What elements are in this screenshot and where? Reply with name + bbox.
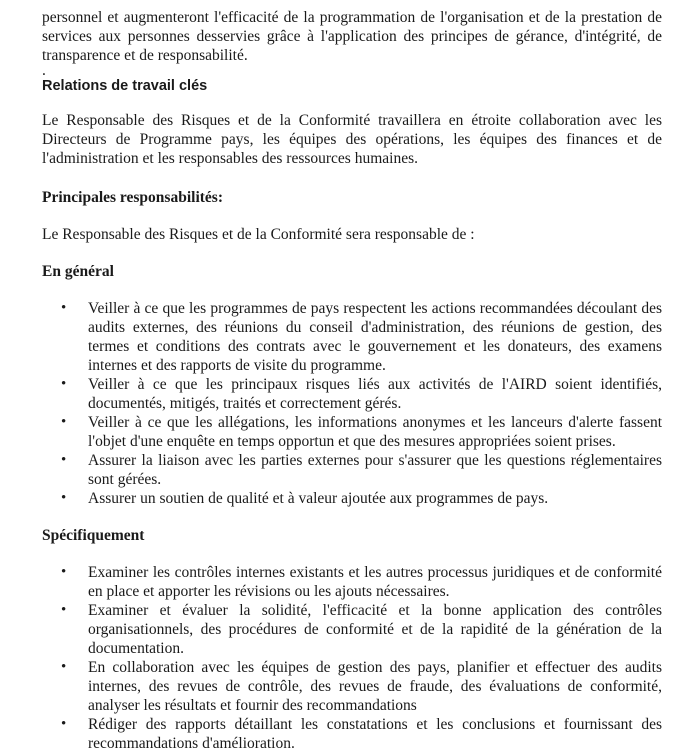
bullet-icon: • xyxy=(61,716,67,732)
bullet-icon: • xyxy=(61,452,67,468)
bullet-icon: • xyxy=(61,659,67,675)
specifiquement-heading: Spécifiquement xyxy=(42,527,145,544)
list-item-text: Veiller à ce que les principaux risques liés aux activités de l'AIRD soient identifiés, documentés, mitigés, traités et correctement gérés. xyxy=(88,376,662,412)
stray-dot: . xyxy=(42,62,46,79)
relations-heading: Relations de travail clés xyxy=(42,78,208,94)
relations-paragraph: Le Responsable des Risques et de la Conformité travaillera en étroite collaboration avec les Directeurs de Programme pays, les équipes des opérations, les équipes des finances et de l'administration et les responsables des ressources humaines. xyxy=(42,112,662,167)
list-item xyxy=(42,563,662,601)
list-item xyxy=(42,375,662,413)
list-item-text: Assurer un soutien de qualité et à valeur ajoutée aux programmes de pays. xyxy=(88,490,549,507)
general-list xyxy=(42,299,662,508)
bullet-icon: • xyxy=(61,564,67,580)
bullet-icon: • xyxy=(61,414,67,430)
list-item-text: Examiner les contrôles internes existants et les autres processus juridiques et de conformité en place et apporter les révisions ou les ajouts nécessaires. xyxy=(88,564,662,600)
list-item xyxy=(42,489,662,508)
list-item-text: Veiller à ce que les programmes de pays respectent les actions recommandées découlant des audits externes, des réunions du conseil d'administration, des réunions de gestion, des termes et conditions des contrats avec le gouvernement et les donateurs, des examens internes et des rapports de visite du programme. xyxy=(88,300,662,374)
bullet-icon: • xyxy=(61,300,67,316)
list-item-text: Assurer la liaison avec les parties externes pour s'assurer que les questions réglementaires sont gérées. xyxy=(88,452,662,488)
list-item xyxy=(42,451,662,489)
specifiquement-list xyxy=(42,563,662,753)
list-item-text: En collaboration avec les équipes de gestion des pays, planifier et effectuer des audits internes, des revues de contrôle, des revues de fraude, des évaluations de conformité, analyser les résultats et fournir des recommandations xyxy=(88,659,662,714)
list-item-text: Rédiger des rapports détaillant les constatations et les conclusions et fournissant des recommandations d'amélioration. xyxy=(88,716,662,752)
general-heading: En général xyxy=(42,263,114,280)
list-item-text: Examiner et évaluer la solidité, l'efficacité et la bonne application des contrôles organisationnels, des procédures de conformité et de la rapidité de la génération de la documentation. xyxy=(88,602,662,657)
bullet-icon: • xyxy=(61,602,67,618)
list-item-text: Veiller à ce que les allégations, les informations anonymes et les lanceurs d'alerte fassent l'objet d'une enquête en temps opportun et que des mesures appropriées soient prises. xyxy=(88,414,662,450)
bullet-icon: • xyxy=(61,490,67,506)
intro-paragraph: personnel et augmenteront l'efficacité de la programmation de l'organisation et de la prestation de services aux personnes desservies grâce à l'application des principes de gérance, d'intégrité, de transparence et de responsabilité. xyxy=(42,9,662,64)
responsabilites-paragraph: Le Responsable des Risques et de la Conformité sera responsable de : xyxy=(42,226,475,243)
list-item xyxy=(42,413,662,451)
bullet-icon: • xyxy=(61,376,67,392)
list-item xyxy=(42,658,662,715)
list-item xyxy=(42,715,662,753)
list-item xyxy=(42,299,662,375)
list-item xyxy=(42,601,662,658)
responsabilites-heading: Principales responsabilités: xyxy=(42,189,223,206)
